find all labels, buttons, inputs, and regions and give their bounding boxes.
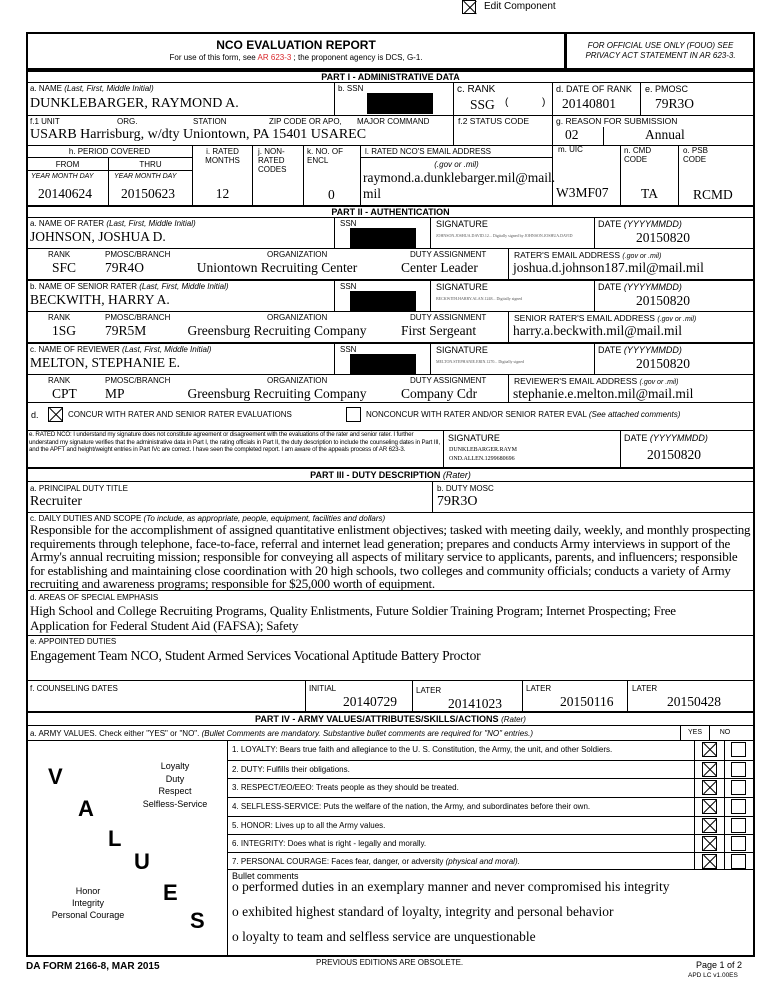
- counseling-later-2-label: LATER: [526, 684, 552, 693]
- value-honor: Honor: [75, 886, 101, 896]
- d-label: d.: [31, 410, 39, 420]
- station-label: STATION: [193, 117, 227, 126]
- values-letter-s: S: [190, 908, 205, 933]
- no-col-divider: [724, 740, 725, 761]
- form-title: NCO EVALUATION REPORT: [216, 38, 376, 52]
- rater-ssn-redaction: [350, 228, 416, 248]
- label: DATE: [598, 282, 622, 292]
- rater-rank[interactable]: SFC: [52, 260, 77, 275]
- hint: (.gov or .mil): [639, 379, 679, 386]
- army-value-yes-checkbox[interactable]: [702, 854, 717, 869]
- ar-623-3-link[interactable]: AR 623-3: [257, 53, 292, 62]
- no-col-divider: [724, 816, 725, 835]
- army-value-no-checkbox[interactable]: [731, 780, 746, 795]
- signature-label: SIGNATURE: [448, 433, 500, 443]
- counseling-later-2-date[interactable]: 20150116: [560, 694, 614, 709]
- concur-checkbox[interactable]: [48, 407, 63, 422]
- rank-label: c. RANK: [457, 84, 496, 95]
- counseling-later-3-label: LATER: [632, 684, 658, 693]
- psb-code[interactable]: RCMD: [693, 187, 733, 202]
- nonrated-label-1: j. NON-: [258, 147, 285, 156]
- edit-component-checkbox[interactable]: [462, 0, 476, 14]
- senior-rater-organization[interactable]: Greensburg Recruiting Company: [187, 323, 367, 338]
- army-values-label: [30, 729, 533, 738]
- rated-months-label-1: i. RATED: [206, 147, 239, 156]
- army-value-text: 6. INTEGRITY: Does what is right - legally and morally.: [232, 839, 427, 848]
- rater-organization[interactable]: Uniontown Recruiting Center: [196, 260, 358, 275]
- cmd-label-1: n. CMD: [624, 146, 652, 155]
- rater-name[interactable]: JOHNSON, JOSHUA D.: [30, 229, 166, 244]
- unit-label: f.1 UNIT: [30, 117, 60, 126]
- rater-name-label: [30, 219, 196, 228]
- hint: (.gov or .mil): [657, 316, 697, 323]
- rater-date[interactable]: 20150820: [636, 230, 690, 245]
- nonrated-label-2: RATED: [258, 156, 285, 165]
- bullet-comment-3[interactable]: o loyalty to team and selfless service are unquestionable: [232, 929, 536, 944]
- army-value-item: [227, 760, 755, 779]
- yes-col-divider: [694, 797, 695, 817]
- army-value-item: [227, 778, 755, 798]
- no-col-divider: [724, 797, 725, 817]
- hint: (.gov or .mil): [622, 253, 662, 260]
- senior-rater-duty-assignment[interactable]: First Sergeant: [401, 323, 477, 338]
- uic-value[interactable]: W3MF07: [556, 185, 609, 200]
- daily-duties-text[interactable]: Responsible for the accomplishment of assigned quantitative enlistment objectives; tasked with meeting daily, weekly, and monthly prospecting requirements through telephone, face-to-face, referral and internet lead generation; prepares and conducts Army interviews in support of the Army's annual recruiting mission; responsible for conveying all aspects of military service to applicants, parents, and influencers; responsible for establishing and maintaining close coordination with 20 high schools, two colleges and community officials; conducts a variety of Army recruiting and awareness programs; responsible for $25,000 worth of equipment.: [30, 522, 751, 591]
- yes-col-divider: [694, 778, 695, 798]
- reviewer-digital-signature: MELTON.STEPHANIE.ERIN.1270... Digitally signed: [436, 359, 524, 364]
- counseling-later-1-date[interactable]: 20141023: [448, 696, 502, 711]
- psb-label-1: o. PSB: [683, 146, 708, 155]
- org-label: ORG.: [117, 117, 138, 126]
- values-list-top: [130, 760, 220, 810]
- rater-digital-signature: JOHNSON.JOSHUA.DAVID.12... Digitally signed by JOHNSON.JOSHUA.DAVID: [436, 233, 573, 238]
- army-value-no-checkbox[interactable]: [731, 836, 746, 851]
- reason-code[interactable]: 02: [565, 127, 579, 142]
- hint: (Last, First, Middle Initial): [64, 84, 154, 93]
- army-value-yes-checkbox[interactable]: [702, 742, 717, 757]
- senior-rater-rank-label: RANK: [48, 313, 71, 322]
- reviewer-email[interactable]: stephanie.e.melton.mil@mail.mil: [513, 386, 694, 401]
- counseling-initial-label: INITIAL: [309, 684, 337, 693]
- value-loyalty: Loyalty: [160, 761, 190, 771]
- duty-title-label: a. PRINCIPAL DUTY TITLE: [30, 484, 128, 493]
- no-col-divider: [724, 834, 725, 853]
- counseling-label: f. COUNSELING DATES: [30, 684, 118, 693]
- army-value-yes-checkbox[interactable]: [702, 780, 717, 795]
- label: a. NAME OF RATER: [30, 219, 105, 228]
- reviewer-email-label: [514, 376, 678, 386]
- cmd-label-2: CODE: [624, 155, 648, 164]
- label: DATE: [598, 219, 622, 229]
- label: c. NAME OF REVIEWER: [30, 345, 120, 354]
- senior-rater-org-label: ORGANIZATION: [267, 313, 328, 322]
- period-divider: [26, 170, 193, 171]
- army-value-yes-checkbox[interactable]: [702, 799, 717, 814]
- hint: (See attached comments): [588, 410, 681, 419]
- rated-nco-email-2[interactable]: mil: [363, 186, 382, 201]
- yes-col-divider: [694, 740, 695, 761]
- senior-rater-ssn-label: SSN: [340, 282, 357, 291]
- senior-rater-date[interactable]: 20150820: [636, 293, 690, 308]
- rater-email[interactable]: joshua.d.johnson187.mil@mail.mil: [513, 260, 704, 275]
- army-value-text: 4. SELFLESS-SERVICE: Puts the welfare of the nation, the Army, and subordinates before their own.: [232, 802, 591, 811]
- no-col-divider: [724, 778, 725, 798]
- subtitle-text-2: ; the proponent agency is DCS, G-1.: [291, 53, 423, 62]
- bullet-comments-label: Bullet comments: [232, 871, 299, 881]
- reviewer-signature-label: SIGNATURE: [436, 345, 488, 355]
- army-value-text: 3. RESPECT/EO/EEO: Treats people as they should be treated.: [232, 783, 459, 792]
- army-value-hint: (physical and moral).: [445, 857, 520, 866]
- special-emphasis-text[interactable]: High School and College Recruiting Programs, Quality Enlistments, Future Soldier Training Program; Internet Prospecting; Free Application for Federal Student Aid (FAFSA); Safety: [30, 603, 676, 633]
- nonrated-label-3: CODES: [258, 165, 287, 174]
- yes-col-divider: [694, 760, 695, 779]
- label: a. ARMY VALUES. Check either "YES" or "NO".: [30, 729, 200, 738]
- army-value-yes-checkbox[interactable]: [702, 762, 717, 777]
- hint: (Last, First, Middle Initial): [122, 345, 212, 354]
- title: PART IV - ARMY VALUES/ATTRIBUTES/SKILLS/ACTIONS: [255, 714, 499, 724]
- hint: (YYYYMMDD): [623, 282, 682, 292]
- rater-duty-assignment[interactable]: Center Leader: [401, 260, 478, 275]
- part3-header: [26, 467, 755, 482]
- values-letter-u: U: [134, 849, 150, 874]
- thru-ymd-label: YEAR MONTH DAY: [114, 173, 177, 180]
- ssn-redaction: [367, 93, 433, 114]
- hint: (Rater): [501, 715, 526, 724]
- hint: (YYYYMMDD): [649, 433, 708, 443]
- rated-nco-name[interactable]: DUNKLEBARGER, RAYMOND A.: [30, 96, 239, 111]
- rater-email-label: [514, 250, 661, 260]
- label: b. NAME OF SENIOR RATER: [30, 282, 137, 291]
- army-value-item: [227, 852, 755, 870]
- name-label: [30, 84, 154, 93]
- army-value-no-checkbox[interactable]: [731, 799, 746, 814]
- army-value-item: [227, 816, 755, 835]
- form-subtitle: [26, 53, 566, 62]
- rank-value[interactable]: SSG: [470, 97, 495, 112]
- rater-pmosc[interactable]: 79R4O: [105, 260, 145, 275]
- reviewer-date[interactable]: 20150820: [636, 356, 690, 371]
- senior-rater-digital-signature: BECKWITH.HARRY.ALAN.1248... Digitally signed: [436, 296, 523, 301]
- values-letter-v: V: [48, 764, 63, 789]
- rated-months-label-2: MONTHS: [205, 156, 240, 165]
- period-from[interactable]: 20140624: [38, 186, 92, 201]
- rater-rank-label: RANK: [48, 250, 71, 259]
- army-value-text: 5. HONOR: Lives up to all the Army values.: [232, 821, 386, 830]
- label: DATE: [598, 345, 622, 355]
- email-divider: [360, 157, 553, 158]
- obsolete-notice: PREVIOUS EDITIONS ARE OBSOLETE.: [316, 958, 464, 967]
- duty-mosc-label: b. DUTY MOSC: [437, 484, 494, 493]
- label: DATE: [624, 433, 648, 443]
- bullet-comment-1[interactable]: o performed duties in an exemplary manner and never compromised his integrity: [232, 879, 670, 894]
- label: SENIOR RATER'S EMAIL ADDRESS: [514, 313, 655, 323]
- emphasis-label: d. AREAS OF SPECIAL EMPHASIS: [30, 593, 159, 602]
- date-of-rank[interactable]: 20140801: [562, 96, 616, 111]
- reviewer-duty-label: DUTY ASSIGNMENT: [410, 376, 487, 385]
- army-value-yes-checkbox[interactable]: [702, 836, 717, 851]
- rated-nco-email-1[interactable]: raymond.a.dunklebarger.mil@mail.: [363, 170, 556, 185]
- reviewer-ssn-label: SSN: [340, 345, 357, 354]
- value-respect: Respect: [158, 786, 192, 796]
- appointed-label: e. APPOINTED DUTIES: [30, 637, 117, 646]
- hint: (YYYYMMDD): [623, 219, 682, 229]
- encl-count[interactable]: 0: [328, 187, 335, 202]
- counseling-initial-date[interactable]: 20140729: [343, 694, 397, 709]
- form-number: DA FORM 2166-8, MAR 2015: [26, 961, 160, 972]
- reviewer-pmosc-label: PMOSC/BRANCH: [105, 376, 171, 385]
- encl-label-2: ENCL: [307, 156, 329, 165]
- senior-rater-date-label: [598, 282, 682, 292]
- yes-col-divider: [694, 816, 695, 835]
- rater-org-label: ORGANIZATION: [267, 250, 328, 259]
- army-value-no-checkbox[interactable]: [731, 818, 746, 833]
- major-command-label: MAJOR COMMAND: [357, 117, 430, 126]
- thru-label: THRU: [139, 160, 162, 169]
- ssn-label: b. SSN: [338, 84, 364, 93]
- senior-rater-duty-label: DUTY ASSIGNMENT: [410, 313, 487, 322]
- rated-nco-signature-1: DUNKLEBARGER.RAYM: [449, 447, 517, 453]
- senior-rater-name-label: [30, 282, 229, 291]
- senior-rater-ssn-redaction: [350, 291, 416, 311]
- reviewer-org-label: ORGANIZATION: [267, 376, 328, 385]
- page-number: Page 1 of 2: [696, 960, 743, 970]
- value-personal-courage: Personal Courage: [51, 910, 125, 920]
- encl-label-1: k. NO. OF: [307, 147, 343, 156]
- reason-value[interactable]: Annual: [645, 127, 685, 142]
- senior-rater-email-label: [514, 313, 696, 323]
- from-label: FROM: [55, 160, 80, 169]
- army-value-text: 1. LOYALTY: Bears true faith and allegiance to the U. S. Constitution, the Army, the unit, and other Soldiers.: [232, 745, 613, 754]
- yes-col-divider: [694, 834, 695, 853]
- hint: (Rater): [442, 470, 471, 480]
- part4-header: [26, 711, 755, 726]
- part2-header: PART II - AUTHENTICATION: [26, 205, 755, 218]
- yes-label: YES: [687, 729, 702, 736]
- reviewer-rank[interactable]: CPT: [52, 386, 77, 401]
- reviewer-name-label: [30, 345, 211, 354]
- hint: (To include, as appropriate, people, equipment, facilities and dollars): [143, 514, 386, 523]
- edit-component-label: Edit Component: [484, 1, 556, 12]
- senior-rater-pmosc-label: PMOSC/BRANCH: [105, 313, 171, 322]
- value-selfless-service: Selfless-Service: [142, 798, 208, 809]
- yes-col-divider: [694, 852, 695, 870]
- values-letter-a: A: [78, 796, 94, 821]
- part1-header: PART I - ADMINISTRATIVE DATA: [26, 70, 755, 83]
- fouo-line-1: FOR OFFICIAL USE ONLY (FOUO) SEE: [587, 41, 734, 50]
- rank-paren-open: (: [505, 97, 509, 108]
- reviewer-organization[interactable]: Greensburg Recruiting Company: [187, 386, 367, 401]
- reviewer-rank-label: RANK: [48, 376, 71, 385]
- rater-signature-label: SIGNATURE: [436, 219, 488, 229]
- bullet-comment-2[interactable]: o exhibited highest standard of loyalty, integrity and personal behavior: [232, 904, 614, 919]
- email-hint: (.gov or .mil): [434, 160, 479, 169]
- duty-title[interactable]: Recruiter: [30, 494, 83, 509]
- senior-rater-name[interactable]: BECKWITH, HARRY A.: [30, 292, 170, 307]
- values-list-bottom: [38, 885, 138, 921]
- reason-divider: [603, 127, 604, 146]
- value-duty: Duty: [165, 773, 185, 784]
- army-value-item: [227, 797, 755, 817]
- army-value-yes-checkbox[interactable]: [702, 818, 717, 833]
- reviewer-name[interactable]: MELTON, STEPHANIE E.: [30, 355, 181, 370]
- rater-ssn-label: SSN: [340, 219, 357, 228]
- rater-pmosc-label: PMOSC/BRANCH: [105, 250, 171, 259]
- label: REVIEWER'S EMAIL ADDRESS: [514, 376, 638, 386]
- reviewer-ssn-redaction: [350, 354, 416, 374]
- reviewer-date-label: [598, 345, 682, 355]
- unit-value[interactable]: USARB Harrisburg, w/dty Uniontown, PA 15401 USAREC: [30, 127, 367, 142]
- reviewer-duty-assignment[interactable]: Company Cdr: [401, 386, 478, 401]
- army-value-no-checkbox[interactable]: [731, 854, 746, 869]
- counseling-later-1-label: LATER: [416, 686, 442, 695]
- pmosc-value[interactable]: 79R3O: [655, 96, 695, 111]
- status-code-label: f.2 STATUS CODE: [458, 116, 530, 126]
- period-label: h. PERIOD COVERED: [68, 147, 151, 156]
- senior-rater-signature-label: SIGNATURE: [436, 282, 488, 292]
- rated-nco-date[interactable]: 20150820: [647, 447, 701, 462]
- no-col-divider: [724, 852, 725, 870]
- uic-label: m. UIC: [558, 145, 583, 154]
- senior-rater-pmosc[interactable]: 79R5M: [105, 323, 147, 338]
- senior-rater-email[interactable]: harry.a.beckwith.mil@mail.mil: [513, 323, 683, 338]
- fouo-line-2: PRIVACY ACT STATEMENT IN AR 623-3.: [585, 51, 736, 60]
- army-value-item: [227, 834, 755, 853]
- appointed-duties-text[interactable]: Engagement Team NCO, Student Armed Services Vocational Aptitude Battery Proctor: [30, 648, 481, 663]
- from-ymd-label: YEAR MONTH DAY: [31, 173, 94, 180]
- subtitle-text: For use of this form, see: [169, 53, 258, 62]
- date-label: [624, 433, 708, 443]
- duty-mosc[interactable]: 79R3O: [437, 494, 478, 509]
- cmd-code[interactable]: TA: [641, 186, 658, 201]
- army-value-text: 7. PERSONAL COURAGE: Faces fear, danger, or adversity: [232, 857, 446, 866]
- dor-label: d. DATE OF RANK: [556, 84, 632, 94]
- army-value-item: [227, 740, 755, 761]
- values-letter-l: L: [108, 826, 122, 851]
- no-col-divider: [724, 760, 725, 779]
- hint: (Last, First, Middle Initial): [139, 282, 229, 291]
- nonconcur-label: [366, 410, 680, 419]
- rater-duty-label: DUTY ASSIGNMENT: [410, 250, 487, 259]
- senior-rater-rank[interactable]: 1SG: [52, 323, 77, 338]
- values-letter-e: E: [163, 880, 178, 905]
- rated-nco-statement: e. RATED NCO: I understand my signature does not constitute agreement or disagreement with the evaluations of the rater and senior rater. I further understand my signature verifies that the administrative data in Part I, the rating officials in Part II, the duty description to include the counseling dates in Part III, and the APFT and height/weight entries in Part IVc are correct. I have seen the completed report. I am aware of the appeals process of AR 623-3.: [29, 431, 441, 454]
- counseling-later-3-date[interactable]: 20150428: [667, 694, 721, 709]
- reviewer-pmosc[interactable]: MP: [105, 386, 125, 401]
- army-value-text: 2. DUTY: Fulfills their obligations.: [232, 765, 350, 774]
- reason-label: g. REASON FOR SUBMISSION: [556, 116, 678, 126]
- form-version: APD LC v1.00ES: [688, 972, 738, 979]
- rank-paren-close: ): [542, 97, 546, 108]
- nonconcur-checkbox[interactable]: [346, 407, 361, 422]
- title: PART III - DUTY DESCRIPTION: [310, 470, 441, 480]
- rated-months[interactable]: 12: [215, 186, 230, 201]
- rated-nco-signature-2: OND.ALLEN.1299680696: [449, 456, 515, 462]
- hint: (Last, First, Middle Initial): [106, 219, 196, 228]
- army-value-no-checkbox[interactable]: [731, 742, 746, 757]
- concur-label: CONCUR WITH RATER AND SENIOR RATER EVALUATIONS: [68, 410, 292, 419]
- zip-label: ZIP CODE OR APO,: [269, 117, 342, 126]
- hint: (YYYYMMDD): [623, 345, 682, 355]
- value-integrity: Integrity: [71, 898, 104, 908]
- rater-date-label: [598, 219, 682, 229]
- email-label: l. RATED NCO'S EMAIL ADDRESS: [365, 147, 491, 156]
- period-thru[interactable]: 20150623: [121, 186, 175, 201]
- label: NONCONCUR WITH RATER AND/OR SENIOR RATER EVAL: [366, 410, 587, 419]
- label: RATER'S EMAIL ADDRESS: [514, 250, 621, 260]
- army-value-no-checkbox[interactable]: [731, 762, 746, 777]
- label: a. NAME: [30, 84, 63, 93]
- psb-label-2: CODE: [683, 155, 707, 164]
- no-label: NO: [719, 729, 731, 736]
- label: c. DAILY DUTIES AND SCOPE: [30, 514, 142, 523]
- hint: (Bullet Comments are mandatory. Substantive bullet comments are required for "NO" entries.): [201, 729, 534, 738]
- pmosc-label: e. PMOSC: [645, 84, 689, 94]
